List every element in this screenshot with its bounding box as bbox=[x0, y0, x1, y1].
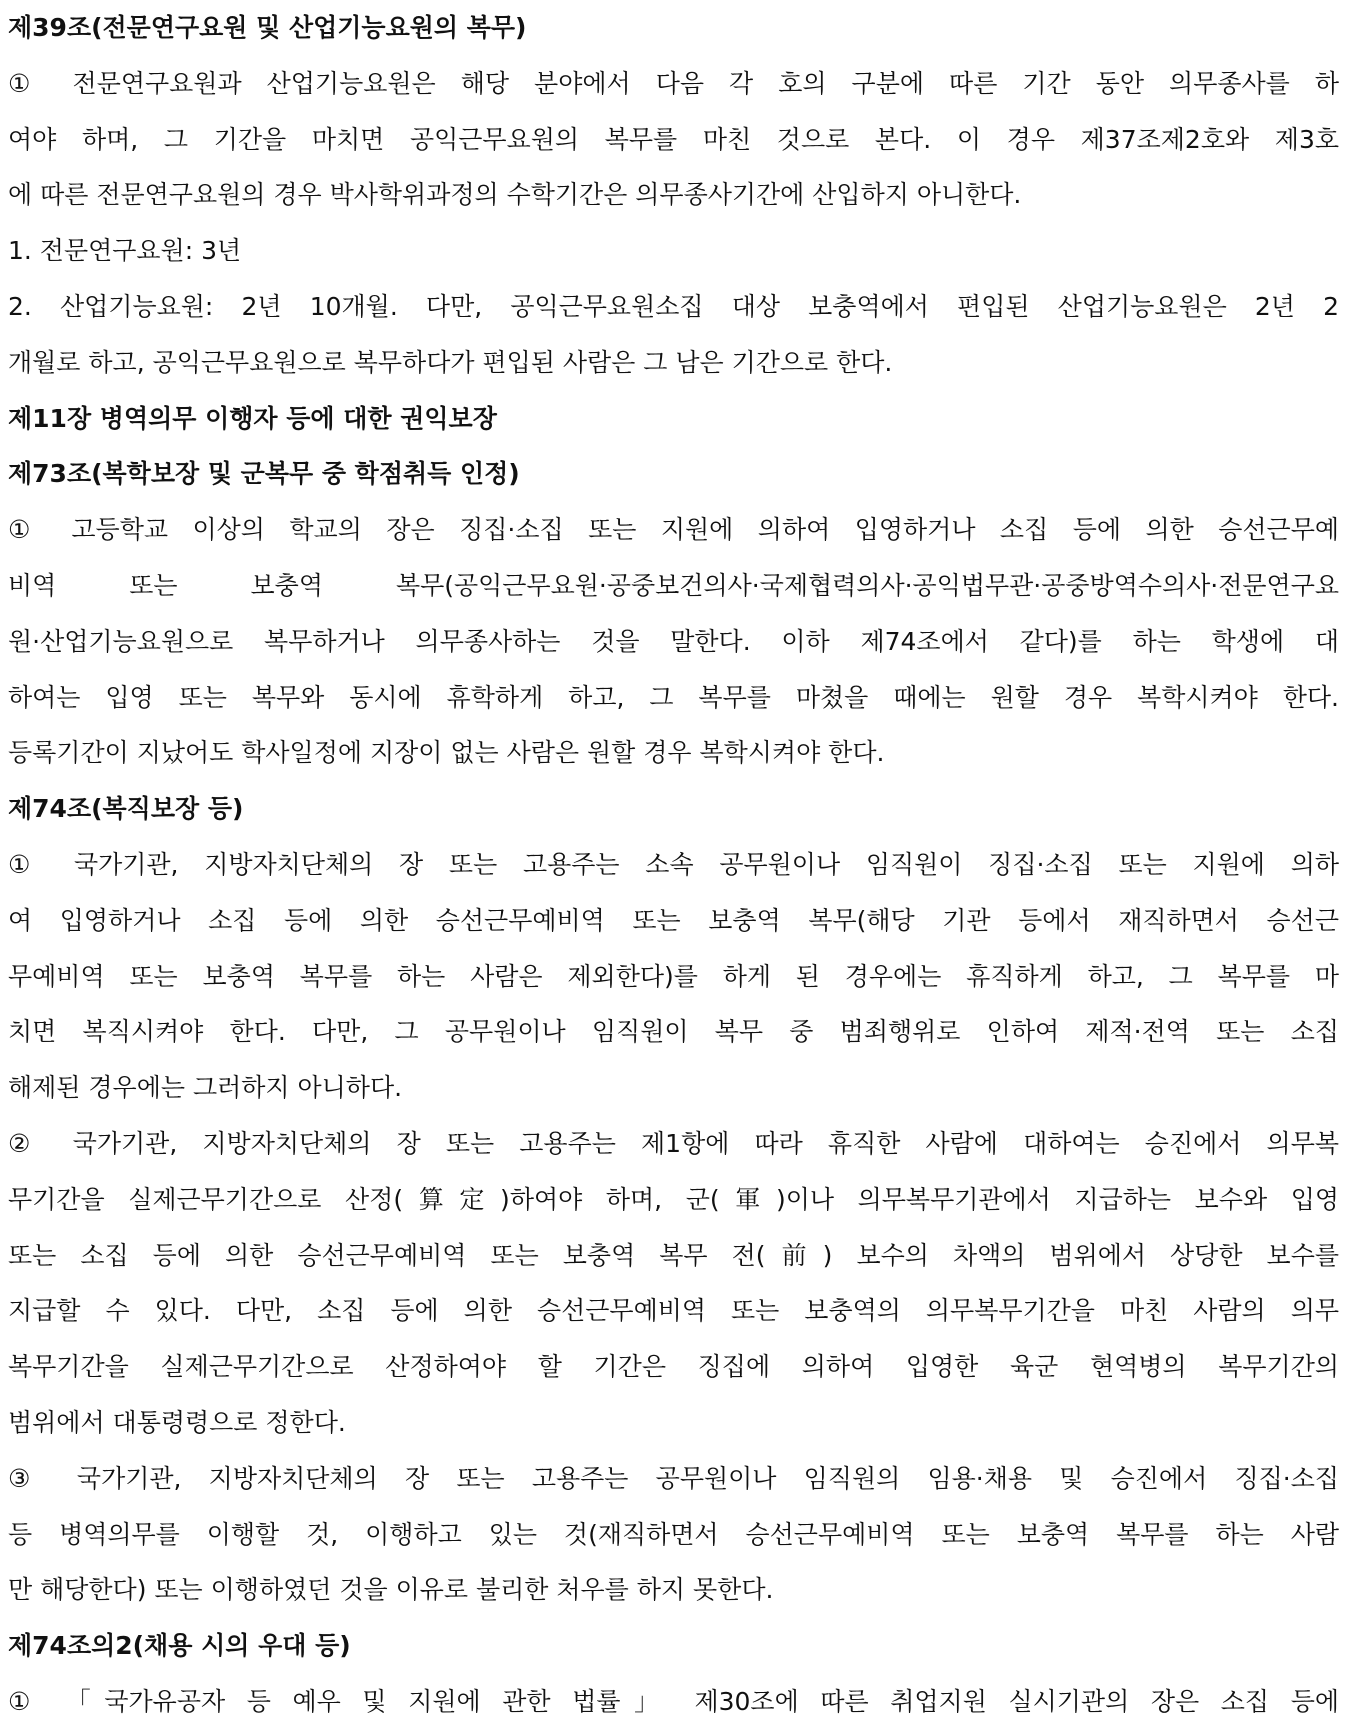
text-line: 원·산업기능요원으로 복무하거나 의무종사하는 것을 말한다. 이하 제74조에서 같다)를 하는 학생에 대 bbox=[8, 626, 1339, 656]
section-heading: 제74조(복직보장 등) bbox=[8, 794, 244, 824]
text-line: ① 「국가유공자 등 예우 및 지원에 관한 법률」 제30조에 따른 취업지원 실시기관의 장은 소집 등에 bbox=[8, 1686, 1339, 1716]
text-line: 무기간을 실제근무기간으로 산정(算定)하여야 하며, 군(軍)이나 의무복무기관에서 지급하는 보수와 입영 bbox=[8, 1184, 1339, 1214]
text-line: 2. 산업기능요원: 2년 10개월. 다만, 공익근무요원소집 대상 보충역에서 편입된 산업기능요원은 2년 2 bbox=[8, 291, 1339, 321]
text-line: 등 병역의무를 이행할 것, 이행하고 있는 것(재직하면서 승선근무예비역 또는 보충역 복무를 하는 사람 bbox=[8, 1519, 1339, 1549]
text-line: 개월로 하고, 공익근무요원으로 복무하다가 편입된 사람은 그 남은 기간으로 한다. bbox=[8, 347, 893, 377]
text-line: 치면 복직시켜야 한다. 다만, 그 공무원이나 임직원이 복무 중 범죄행위로 인하여 제적·전역 또는 소집 bbox=[8, 1017, 1339, 1047]
text-line: ③ 국가기관, 지방자치단체의 장 또는 고용주는 공무원이나 임직원의 임용·채용 및 승진에서 징집·소집 bbox=[8, 1463, 1339, 1493]
text-line: 복무기간을 실제근무기간으로 산정하여야 할 기간은 징집에 의하여 입영한 육군 현역병의 복무기간의 bbox=[8, 1352, 1339, 1382]
text-line: 여야 하며, 그 기간을 마치면 공익근무요원의 복무를 마친 것으로 본다. 이 경우 제37조제2호와 제3호 bbox=[8, 124, 1339, 154]
text-line: 1. 전문연구요원: 3년 bbox=[8, 236, 242, 266]
text-line: ② 국가기관, 지방자치단체의 장 또는 고용주는 제1항에 따라 휴직한 사람에 대하여는 승진에서 의무복 bbox=[8, 1128, 1339, 1158]
text-line: 해제된 경우에는 그러하지 아니하다. bbox=[8, 1073, 403, 1103]
text-line: 등록기간이 지났어도 학사일정에 지장이 없는 사람은 원할 경우 복학시켜야 한다. bbox=[8, 738, 885, 768]
section-heading: 제73조(복학보장 및 군복무 중 학점취득 인정) bbox=[8, 459, 520, 489]
text-line: 에 따른 전문연구요원의 경우 박사학위과정의 수학기간은 의무종사기간에 산입하지 아니한다. bbox=[8, 180, 1022, 210]
text-line: 지급할 수 있다. 다만, 소집 등에 의한 승선근무예비역 또는 보충역의 의무복무기간을 마친 사람의 의무 bbox=[8, 1296, 1339, 1326]
text-line: 만 해당한다) 또는 이행하였던 것을 이유로 불리한 처우를 하지 못한다. bbox=[8, 1575, 774, 1605]
text-line: ① 전문연구요원과 산업기능요원은 해당 분야에서 다음 각 호의 구분에 따른 기간 동안 의무종사를 하 bbox=[8, 68, 1339, 98]
text-line: 하여는 입영 또는 복무와 동시에 휴학하게 하고, 그 복무를 마쳤을 때에는 원할 경우 복학시켜야 한다. bbox=[8, 682, 1339, 712]
section-heading: 제74조의2(채용 시의 우대 등) bbox=[8, 1631, 351, 1661]
text-line: ① 국가기관, 지방자치단체의 장 또는 고용주는 소속 공무원이나 임직원이 징집·소집 또는 지원에 의하 bbox=[8, 849, 1339, 879]
section-heading: 제11장 병역의무 이행자 등에 대한 권익보장 bbox=[8, 403, 497, 433]
text-line: 또는 소집 등에 의한 승선근무예비역 또는 보충역 복무 전(前) 보수의 차액의 범위에서 상당한 보수를 bbox=[8, 1240, 1339, 1270]
text-line: 비역 또는 보충역 복무(공익근무요원·공중보건의사·국제협력의사·공익법무관·공중방역수의사·전문연구요 bbox=[8, 570, 1339, 600]
section-heading: 제39조(전문연구요원 및 산업기능요원의 복무) bbox=[8, 13, 527, 42]
text-line: 무예비역 또는 보충역 복무를 하는 사람은 제외한다)를 하게 된 경우에는 휴직하게 하고, 그 복무를 마 bbox=[8, 961, 1339, 991]
text-line: ① 고등학교 이상의 학교의 장은 징집·소집 또는 지원에 의하여 입영하거나 소집 등에 의한 승선근무예 bbox=[8, 515, 1339, 545]
text-line: 범위에서 대통령령으로 정한다. bbox=[8, 1407, 346, 1437]
text-line: 여 입영하거나 소집 등에 의한 승선근무예비역 또는 보충역 복무(해당 기관 등에서 재직하면서 승선근 bbox=[8, 905, 1339, 935]
